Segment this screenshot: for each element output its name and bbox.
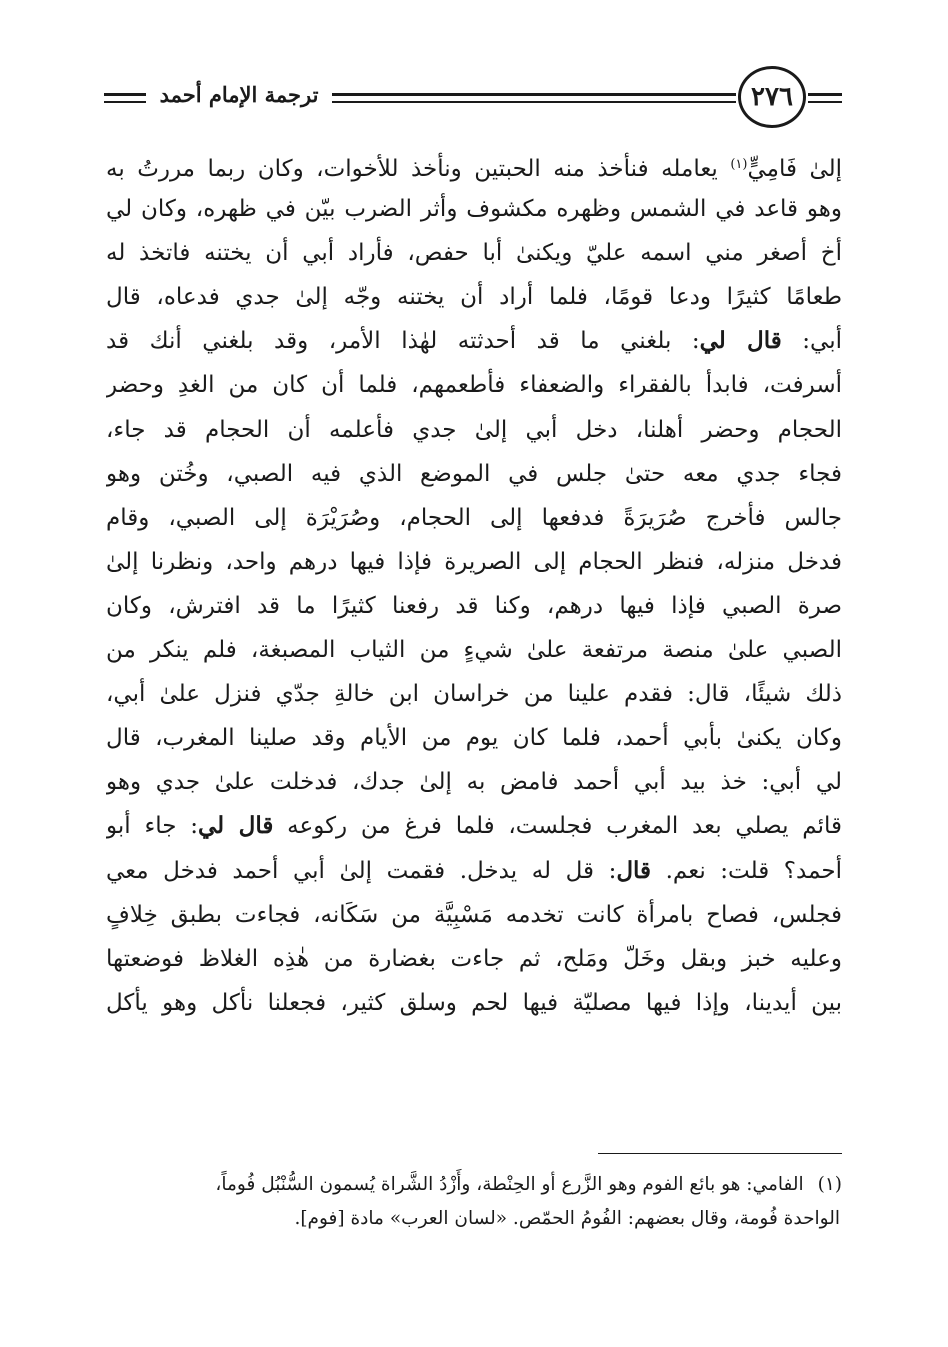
body-line-8: فجاء جدي معه حتىٰ جلس في الموضع الذي فيه الصبي، وخُتن وهو — [106, 460, 842, 487]
body-line-20: بين أيدينا، وإذا فيها مصليّة فيها لحم وسلق كثير، فجعلنا نأكل وهو يأكل — [106, 989, 842, 1016]
body-text — [106, 143, 842, 1025]
body-line-9: جالس فأخرج صُرَيرَةً فدفعها إلى الحجام، وصُرَيْرَة إلى الصبي، وقام — [106, 504, 842, 531]
header-rule-right — [808, 93, 842, 103]
body-line-12: الصبي علىٰ منصة مرتفعة علىٰ شيءٍ من الثياب المصبغة، فلم ينكر من — [106, 637, 842, 664]
body-line-3: أخ أصغر مني اسمه عليّ ويكنىٰ أبا حفص، فأراد أبي أن يختنه فاتخذ له — [106, 240, 842, 267]
line-text: : قل له يدخل. فقمت إلىٰ أبي أحمد فدخل معي — [106, 857, 617, 884]
body-line-4: طعامًا كثيرًا ودعا قومًا، فلما أراد أن يختنه وجّه إلىٰ جدي فدعاه، قال — [106, 284, 842, 311]
footnote-1-line-1 — [106, 1168, 842, 1202]
body-line-17 — [106, 849, 842, 893]
body-line-5 — [106, 319, 842, 363]
body-line-2: وهو قاعد في الشمس وظهره مكشوف وأثر الضرب بيّن في ظهره، وكان لي — [106, 196, 842, 223]
page-number-badge — [738, 66, 806, 128]
body-line-15: لي أبي: خذ بيد أبي أحمد فامض به إلىٰ جدك، فدخلت علىٰ جدي وهو — [106, 769, 842, 796]
footnote-divider — [598, 1153, 842, 1154]
body-line-19: وعليه خبز وبقل وخَلّ ومَلح، ثم جاءت بغضارة من هٰذِه الغلاظ فوضعتها — [106, 945, 842, 972]
body-line-11: صرة الصبي فإذا فيها درهم، وكنا قد رفعنا كثيرًا ما قد افترش، وكان — [106, 592, 842, 619]
line-text: أحمد؟ قلت: نعم. — [651, 857, 842, 884]
body-line-14: وكان يكنىٰ بأبي أحمد، فلما كان يوم من الأيام وقد صلينا المغرب، قال — [106, 725, 842, 752]
page-header — [104, 66, 842, 130]
header-rule-middle — [332, 93, 736, 103]
footnote-text: الفامي: هو بائع الفوم وهو الزَّرع أو الحِنْطة، وأَزْدُ الشَّراة يُسمون السُّنْبُل فُوماً، — [215, 1174, 804, 1195]
running-title: ترجمة الإمام أحمد — [159, 82, 319, 107]
body-line-13: ذلك شيئًا، قال: فقدم علينا من خراسان ابن خالةِ جدّي فنزل علىٰ أبي، — [106, 681, 842, 708]
footnote-1-line-2: الواحدة فُومة، وقال بعضهم: الفُومُ الحمّص. «لسان العرب» مادة [فوم]. — [294, 1208, 840, 1229]
footnote-reference[interactable]: (١) — [730, 157, 748, 172]
line-text: إلىٰ فَامِيٍّ — [747, 156, 842, 182]
line-text: : بلغني ما قد أحدثته لهٰذا الأمر، وقد بلغني أنك قد — [106, 328, 700, 355]
footnotes — [106, 1168, 842, 1236]
footnote-marker: (١) — [817, 1174, 842, 1195]
header-rule-left — [104, 93, 146, 103]
page-number: ٢٧٦ — [751, 82, 793, 112]
line-text: قائم يصلي بعد المغرب فجلست، فلما فرغ من ركوعه — [273, 813, 842, 840]
body-line-10: فدخل منزله، فنظر الحجام إلى الصريرة فإذا فيها درهم واحد، ونظرنا إلىٰ — [106, 548, 842, 575]
speech-marker: قال لي — [699, 327, 782, 355]
body-line-7: الحجام وحضر أهلنا، دخل أبي إلىٰ جدي فأعلمه أن الحجام قد جاء، — [106, 416, 842, 443]
line-text: : جاء أبو — [106, 813, 199, 840]
speech-marker: قال لي — [198, 812, 274, 840]
body-line-16 — [106, 804, 842, 848]
speech-marker: قال — [616, 856, 652, 884]
body-line-18: فجلس، فصاح بامرأة كانت تخدمه مَسْبِيَّة من سَكَانه، فجاءت بطبق خِلافٍ — [106, 901, 842, 928]
line-text: أبي: — [781, 328, 842, 355]
body-line-1 — [106, 143, 842, 187]
body-line-6: أسرفت، فابدأ بالفقراء والضعفاء فأطعمهم، فلما أن كان من الغدِ وحضر — [106, 372, 842, 399]
line-text: يعامله فنأخذ منه الحبتين ونأخذ للأخوات، وكان ربما مررتُ به — [106, 156, 731, 182]
